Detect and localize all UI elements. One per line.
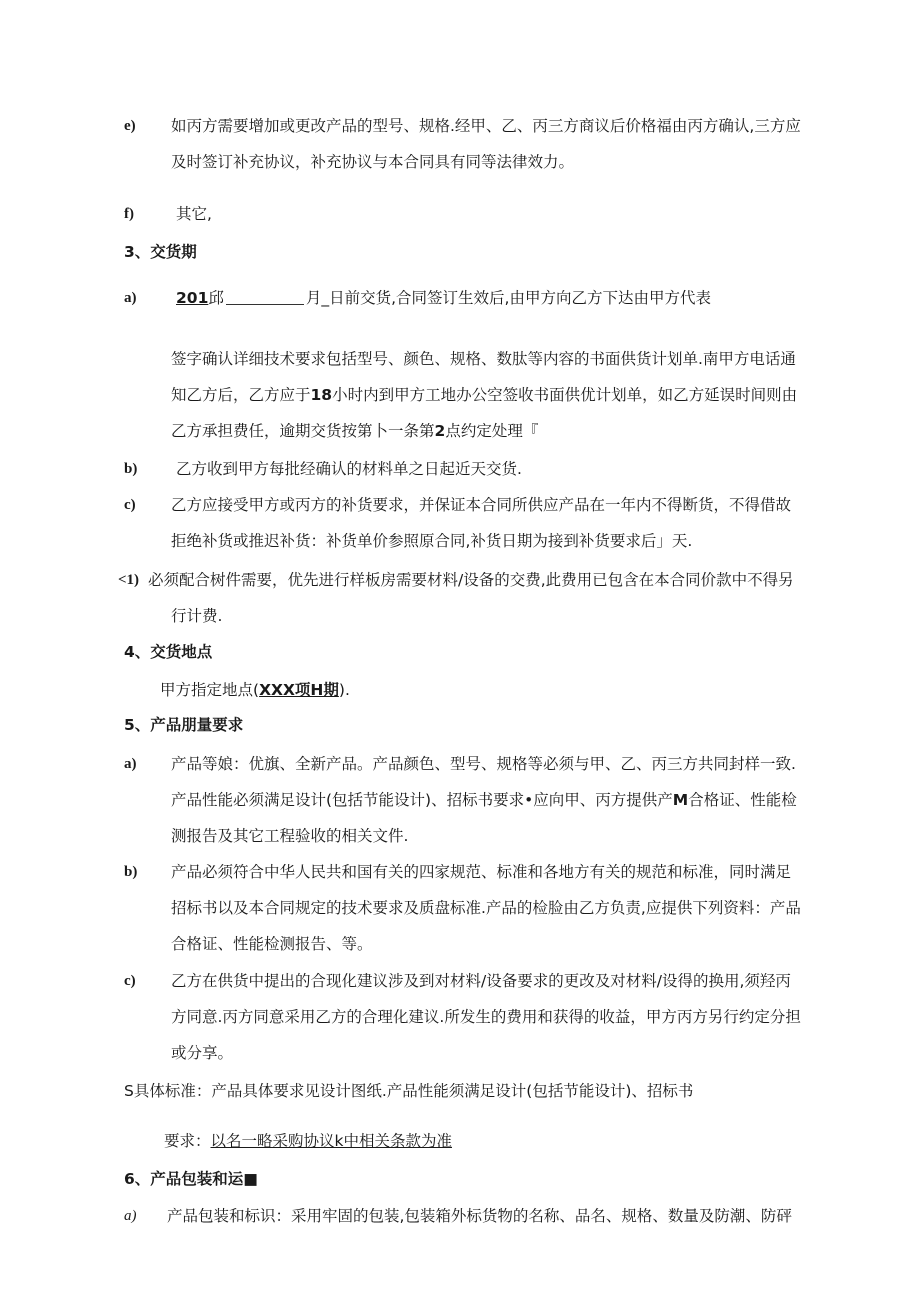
clause-5c-line-1: 乙方在供货中提出的合现化建议涉及到对材料/设备要求的更改及对材料/设得的换用,须羟丙 <box>171 972 791 990</box>
item-marker-3a: a) <box>124 290 137 306</box>
specific-standard-line-2 <box>164 1130 452 1152</box>
clause-5b-line-1: 产品必须符合中华人民共和国有关的四家规范、标准和各地方有关的规范和标准，同时满足 <box>171 863 792 881</box>
item-marker-3b: b) <box>124 461 138 477</box>
point-number: 2 <box>434 422 446 440</box>
clause-5b-line-2: 招标书以及本合同规定的技术要求及质盘标准.产品的检脸由乙方负责,应提供下列资料：产品 <box>171 899 801 917</box>
delivery-location-suffix: ). <box>338 681 350 699</box>
item-marker-f: f) <box>124 206 134 222</box>
clause-5c-line-2: 方同意.丙方同意采用乙方的合理化建议.所发生的费用和获得的收益，甲方丙方另行约定分担 <box>171 1008 801 1026</box>
clause-6a-line-1: 产品包装和标识：采用牢固的包装,包装箱外标货物的名称、品名、规格、数量及防潮、防砰 <box>167 1207 792 1225</box>
clause-5a-line-2-part-2: 合格证、性能检 <box>688 791 797 809</box>
item-marker-e: e) <box>124 118 136 134</box>
clause-5a-line-2-bold: M <box>672 791 689 809</box>
clause-3a-line-2: 签字确认详细技术要求包括型号、颜色、规格、数肽等内容的书面供货计划单.南甲方电话通 <box>171 350 796 368</box>
year-prefix: 201 <box>176 289 209 307</box>
clause-e-line-2: 及时签订补充协议，补充协议与本合同具有同等法律效力。 <box>171 153 575 171</box>
clause-e-line-1: 如丙方需要增加或更改产品的型号、规格.经甲、乙、丙三方商议后价格福由丙方确认,三方应 <box>171 117 801 135</box>
specific-standard-reference: 以名一略采购协议k中相关条款为准 <box>210 1132 452 1150</box>
clause-5b-line-3: 合格证、性能检测报告、等。 <box>171 935 373 953</box>
item-marker-5a: a) <box>124 756 137 772</box>
specific-standard-prefix: 要求： <box>164 1132 211 1150</box>
delivery-location-name: XXX项H期 <box>259 681 339 699</box>
section-5-heading: 5、产品朋量要求 <box>124 716 244 734</box>
section-4-heading: 4、交货地点 <box>124 643 213 661</box>
clause-5a-line-1: 产品等娘：优旗、全新产品。产品颜色、型号、规格等必须与甲、乙、丙三方共同封样一致. <box>171 755 796 773</box>
hours-number: 18 <box>310 386 333 404</box>
item-marker-3c: c) <box>124 497 136 513</box>
clause-5a-line-2-part-1: 产品性能必须满足设计(包括节能设计)、招标书要求•应向甲、丙方提供产 <box>171 791 673 809</box>
clause-f-line-1: 其它, <box>176 205 212 223</box>
clause-3c-line-1: 乙方应接受甲方或丙方的补货要求，并保证本合同所供应产品在一年内不得断货，不得借故 <box>171 496 792 514</box>
clause-3a-line-3-part-2: 小时内到甲方工地办公空签收书面供优计划单，如乙方延误时间则由 <box>332 386 798 404</box>
item-marker-5b: b) <box>124 864 138 880</box>
section-3-heading: 3、交货期 <box>124 243 197 261</box>
clause-5a-line-2 <box>171 789 797 811</box>
section-6-heading: 6、产品包装和运■ <box>124 1170 258 1188</box>
clause-5a-line-3: 测报告及其它工程验收的相关文件. <box>171 827 409 845</box>
clause-3a-line-1 <box>176 287 711 309</box>
clause-3a-line-4-part-1: 乙方承担费任，逾期交货按第卜一条第 <box>171 422 435 440</box>
item-marker-d: <1) <box>118 572 140 588</box>
item-marker-5c: c) <box>124 973 136 989</box>
clause-3a-line-1-rest: 月_日前交货,合同签订生效后,由甲方向乙方下达由甲方代表 <box>305 289 711 307</box>
delivery-location-line <box>160 679 350 701</box>
date-blank <box>226 288 304 305</box>
clause-3a-line-3 <box>171 384 797 406</box>
clause-3a-line-3-part-1: 知乙方后，乙方应于 <box>171 386 311 404</box>
clause-3c-line-2: 拒绝补货或推迟补货：补货单价参照原合同,补货日期为接到补货要求后」天. <box>171 532 693 550</box>
year-suffix: 邱 <box>208 289 224 307</box>
delivery-location-prefix: 甲方指定地点( <box>160 681 260 699</box>
clause-3a-line-4-part-2: 点约定处理『 <box>445 422 539 440</box>
clause-d-line-2: 行计费. <box>171 607 223 625</box>
clause-d-line-1: 必须配合树件需要，优先进行样板房需要材料/设备的交费,此费用已包含在本合同价款中不得另 <box>148 571 794 589</box>
item-marker-6a: a) <box>124 1208 137 1224</box>
clause-3a-line-4 <box>171 420 538 442</box>
clause-5c-line-3: 或分享。 <box>171 1044 234 1062</box>
clause-3b-line-1: 乙方收到甲方每批经确认的材料单之日起近天交货. <box>176 460 522 478</box>
specific-standard-line-1: S具体标准：产品具体要求见设计图纸.产品性能须满足设计(包括节能设计)、招标书 <box>124 1082 694 1100</box>
